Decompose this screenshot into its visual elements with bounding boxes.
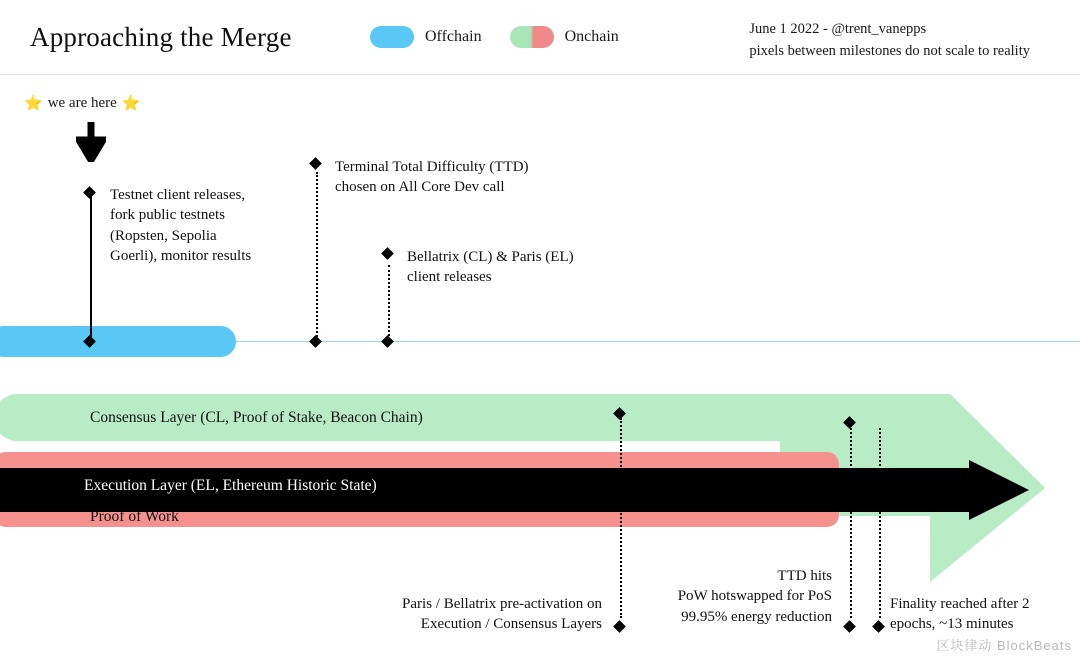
note-line: epochs, ~13 minutes [890,616,1014,633]
note-line: Bellatrix (CL) & Paris (EL) [407,249,574,265]
legend-label-onchain: Onchain [564,28,619,45]
credit-disclaimer: pixels between milestones do not scale to reality [749,43,1030,60]
diamond-marker-ttd-hits-bottom [843,620,856,633]
legend [370,26,619,48]
note-ttd-hits [590,566,832,627]
connector-finality-reached [879,428,881,618]
note-line: fork public testnets [110,207,225,224]
note-line: 99.95% energy reduction [681,608,832,625]
offchain-progress-bar [0,326,236,357]
note-line: TTD hits [777,568,832,584]
offchain-swatch-icon [370,26,414,48]
connector-ttd-hits [850,428,852,618]
watermark-label: 区块律动 BlockBeats [936,638,1072,653]
connector-bellatrix-paris [388,265,390,340]
onchain-swatch-icon [510,26,554,48]
diamond-marker-finality-bottom [872,620,885,633]
diamond-marker-ttd-top [309,157,322,170]
page-title: Approaching the Merge [30,22,292,52]
diamond-marker-bellatrix-axis [381,335,394,348]
note-line: Execution / Consensus Layers [420,616,602,633]
header [0,0,1080,75]
connector-testnet-client-releases [90,196,92,342]
note-line: Terminal Total Difficulty (TTD) [335,159,529,175]
note-line: Testnet client releases, [110,187,246,203]
note-line: client releases [407,269,492,286]
note-line: Paris / Bellatrix pre-activation on [402,596,602,612]
star-icon-left: ⭐ [24,96,43,112]
connector-ttd-chosen [316,172,318,340]
note-pre-activation [330,594,602,635]
note-line: PoW hotswapped for PoS [677,588,832,605]
note-line: Goerli), monitor results [110,247,252,264]
legend-item-onchain [510,26,619,48]
consensus-layer-label: Consensus Layer (CL, Proof of Stake, Beacon Chain) [90,409,423,426]
proof-of-work-label: Proof of Work [90,508,179,525]
we-are-here-label: we are here [47,95,117,111]
note-bellatrix-paris-client-releases [407,247,667,288]
we-are-here-marker [24,94,141,113]
legend-label-offchain: Offchain [425,28,482,45]
diamond-marker-testnet-top [83,186,96,199]
diamond-marker-bellatrix-top [381,247,394,260]
execution-layer-label: Execution Layer (EL, Ethereum Historic State) [84,477,377,494]
note-terminal-total-difficulty [335,157,615,198]
credit-author: June 1 2022 - @trent_vanepps [749,21,927,37]
star-icon-right: ⭐ [121,96,141,112]
legend-item-offchain [370,26,482,48]
down-arrow-icon [76,122,106,162]
note-line: chosen on All Core Dev call [335,179,505,196]
note-finality-reached [890,594,1080,635]
credit-block [749,18,1030,63]
note-testnet-client-releases [110,185,310,266]
note-line: (Ropsten, Sepolia [110,227,217,244]
diamond-marker-ttd-axis [309,335,322,348]
note-line: Finality reached after 2 [890,596,1030,612]
